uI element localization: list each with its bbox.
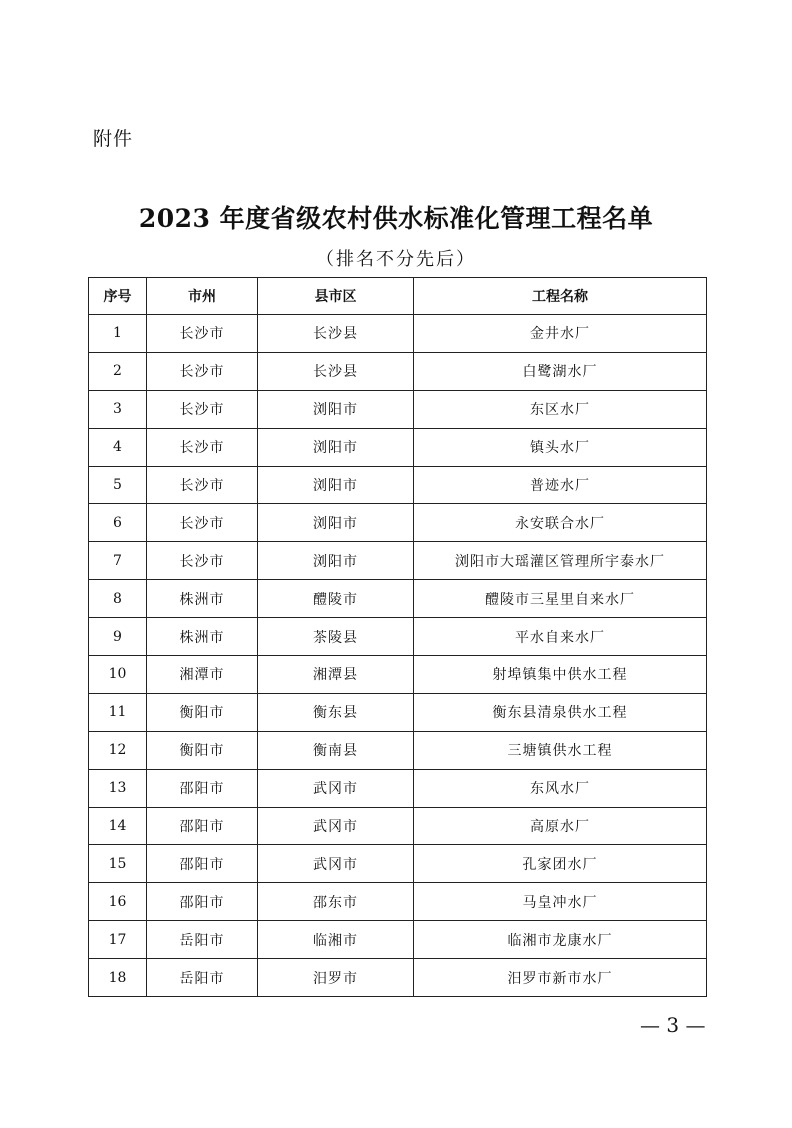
cell-serial-number: 2 xyxy=(89,352,147,390)
cell-serial-number: 7 xyxy=(89,542,147,580)
cell-serial-number: 12 xyxy=(89,731,147,769)
cell-project-name: 永安联合水厂 xyxy=(414,504,707,542)
cell-city: 长沙市 xyxy=(147,390,258,428)
cell-serial-number: 1 xyxy=(89,315,147,353)
cell-city: 邵阳市 xyxy=(147,769,258,807)
cell-project-name: 临湘市龙康水厂 xyxy=(414,921,707,959)
cell-serial-number: 6 xyxy=(89,504,147,542)
table-row xyxy=(89,921,707,959)
cell-city: 邵阳市 xyxy=(147,807,258,845)
cell-project-name: 金井水厂 xyxy=(414,315,707,353)
table-row xyxy=(89,693,707,731)
cell-project-name: 镇头水厂 xyxy=(414,428,707,466)
cell-city: 株洲市 xyxy=(147,618,258,656)
cell-serial-number: 17 xyxy=(89,921,147,959)
table-row xyxy=(89,466,707,504)
cell-serial-number: 10 xyxy=(89,656,147,694)
table-header-row xyxy=(89,278,707,315)
cell-county: 浏阳市 xyxy=(258,466,414,504)
cell-serial-number: 5 xyxy=(89,466,147,504)
cell-serial-number: 13 xyxy=(89,769,147,807)
cell-project-name: 浏阳市大瑶灌区管理所宇泰水厂 xyxy=(414,542,707,580)
cell-city: 长沙市 xyxy=(147,352,258,390)
cell-serial-number: 9 xyxy=(89,618,147,656)
table-row xyxy=(89,959,707,997)
cell-county: 衡东县 xyxy=(258,693,414,731)
cell-serial-number: 3 xyxy=(89,390,147,428)
cell-city: 邵阳市 xyxy=(147,883,258,921)
cell-serial-number: 4 xyxy=(89,428,147,466)
cell-county: 邵东市 xyxy=(258,883,414,921)
cell-project-name: 三塘镇供水工程 xyxy=(414,731,707,769)
cell-project-name: 醴陵市三星里自来水厂 xyxy=(414,580,707,618)
table-row xyxy=(89,807,707,845)
cell-serial-number: 16 xyxy=(89,883,147,921)
cell-project-name: 孔家团水厂 xyxy=(414,845,707,883)
cell-county: 武冈市 xyxy=(258,807,414,845)
cell-city: 衡阳市 xyxy=(147,693,258,731)
cell-project-name: 衡东县清泉供水工程 xyxy=(414,693,707,731)
table-row xyxy=(89,542,707,580)
cell-county: 浏阳市 xyxy=(258,428,414,466)
table-row xyxy=(89,390,707,428)
cell-city: 长沙市 xyxy=(147,504,258,542)
cell-county: 茶陵县 xyxy=(258,618,414,656)
table-row xyxy=(89,504,707,542)
table-row xyxy=(89,618,707,656)
table-body xyxy=(89,315,707,997)
cell-serial-number: 14 xyxy=(89,807,147,845)
project-roster-table xyxy=(88,277,707,997)
cell-serial-number: 11 xyxy=(89,693,147,731)
cell-city: 邵阳市 xyxy=(147,845,258,883)
cell-serial-number: 15 xyxy=(89,845,147,883)
table-row xyxy=(89,845,707,883)
cell-project-name: 白鹭湖水厂 xyxy=(414,352,707,390)
page-number: — 3 — xyxy=(640,1013,706,1037)
cell-county: 长沙县 xyxy=(258,352,414,390)
cell-project-name: 东区水厂 xyxy=(414,390,707,428)
cell-city: 长沙市 xyxy=(147,428,258,466)
cell-city: 长沙市 xyxy=(147,315,258,353)
cell-county: 武冈市 xyxy=(258,769,414,807)
cell-project-name: 高原水厂 xyxy=(414,807,707,845)
header-serial-number: 序号 xyxy=(89,278,147,315)
cell-project-name: 普迹水厂 xyxy=(414,466,707,504)
header-city: 市州 xyxy=(147,278,258,315)
cell-project-name: 马皇冲水厂 xyxy=(414,883,707,921)
cell-county: 醴陵市 xyxy=(258,580,414,618)
cell-project-name: 东风水厂 xyxy=(414,769,707,807)
table-row xyxy=(89,580,707,618)
cell-city: 衡阳市 xyxy=(147,731,258,769)
table-row xyxy=(89,315,707,353)
cell-county: 临湘市 xyxy=(258,921,414,959)
cell-city: 长沙市 xyxy=(147,466,258,504)
cell-county: 浏阳市 xyxy=(258,542,414,580)
table-row xyxy=(89,883,707,921)
cell-city: 株洲市 xyxy=(147,580,258,618)
table-row xyxy=(89,656,707,694)
header-county: 县市区 xyxy=(258,278,414,315)
cell-city: 湘潭市 xyxy=(147,656,258,694)
cell-serial-number: 18 xyxy=(89,959,147,997)
cell-county: 汨罗市 xyxy=(258,959,414,997)
cell-county: 武冈市 xyxy=(258,845,414,883)
document-title: 2023 年度省级农村供水标准化管理工程名单 xyxy=(138,204,654,233)
table-row xyxy=(89,428,707,466)
cell-city: 长沙市 xyxy=(147,542,258,580)
cell-city: 岳阳市 xyxy=(147,921,258,959)
cell-project-name: 汨罗市新市水厂 xyxy=(414,959,707,997)
cell-serial-number: 8 xyxy=(89,580,147,618)
cell-county: 浏阳市 xyxy=(258,390,414,428)
cell-county: 衡南县 xyxy=(258,731,414,769)
table-row xyxy=(89,731,707,769)
header-project-name: 工程名称 xyxy=(414,278,707,315)
document-subtitle: （排名不分先后） xyxy=(316,249,476,270)
table-row xyxy=(89,352,707,390)
cell-project-name: 射埠镇集中供水工程 xyxy=(414,656,707,694)
attachment-label: 附件 xyxy=(93,128,134,150)
cell-county: 长沙县 xyxy=(258,315,414,353)
table-row xyxy=(89,769,707,807)
cell-county: 湘潭县 xyxy=(258,656,414,694)
cell-county: 浏阳市 xyxy=(258,504,414,542)
cell-city: 岳阳市 xyxy=(147,959,258,997)
cell-project-name: 平水自来水厂 xyxy=(414,618,707,656)
